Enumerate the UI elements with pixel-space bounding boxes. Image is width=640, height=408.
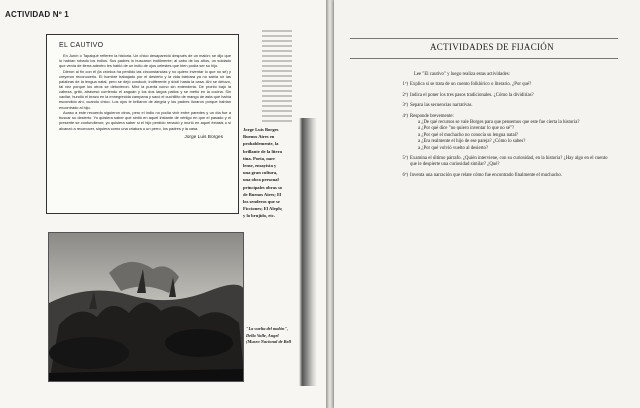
sub-question: a ¿Por qué el muchacho no conocía su lengua natal? (418, 132, 519, 138)
question-text: Explica si se trata de un cuento folklórico o literario. ¿Por qué? (410, 82, 532, 88)
story-paragraph: Dieron al fin con él (la crónica ha perdido las circunstancias y no quiero inventar lo que no sé) y creyeron reconocerlo. El hombre trabajado por el desierto y la vida bárbara ya no sabía oír las palabras de la lengua natal, pero se dejó conducir, indiferente y dócil hasta la casa. Ahí se detuvo, tal vez porque los otros se detuvieron. Miró la puerta como sin entenderla. De pronto bajó la cabeza, gritó, atravesó corriendo el zaguán y los dos largos patios y se metió en la cocina. Sin vacilar, hundió el brazo en la ennegrecida campana y sacó el cuchillito de mango de asta que había escondido ahí, cuando chico. Los ojos le brillaron de alegría y los padres lloraron porque habían encontrado al hijo. (59, 68, 231, 110)
bio-line: una gran cultura, (243, 170, 278, 176)
bio-line: tina. Poeta, narr (243, 155, 276, 161)
story-text (59, 53, 231, 131)
sub-question: a ¿Por qué volvió vuelto al desierto? (418, 145, 489, 151)
bio-line: de Buenos Aires; El (243, 191, 282, 197)
scan-shadow (262, 30, 292, 122)
question-number: 2º) (402, 92, 408, 98)
question-item (352, 82, 614, 88)
painting-caption (246, 326, 306, 346)
title-rule-bottom (350, 58, 618, 59)
story-paragraph: Acaso a este recuerdo siguieron otros, pero el indio no podía vivir entre paredes y un día fue a buscar su desierto. Yo quisiera saber qué sintió en aquel instante de vértigo en que el pasado y el presente se confundieron; yo quisiera saber si el hijo perdido renació y murió en aquel éxtasis o si alcanzó a reconocer, siquiera como una criatura o un perro, los padres y la casa. (59, 110, 231, 131)
caption-line: "La vuelta del malón", (246, 326, 288, 331)
activity-label: ACTIVIDAD Nº 1 (5, 10, 69, 19)
right-page (334, 0, 640, 408)
bio-line: lense, ensayista y (243, 163, 277, 169)
sub-question: a ¿Era realmente el hijo de ese pareja? ¿Cómo lo sabes? (418, 139, 526, 145)
book-gutter (326, 0, 334, 408)
story-box (46, 34, 239, 214)
question-item (352, 156, 614, 169)
question-number: 1º) (402, 82, 408, 88)
bio-line: Ficciones; El Aleph; (243, 206, 283, 212)
bio-line: y lo brujido, etc. (243, 213, 276, 219)
bio-line: los senderos que se (243, 199, 280, 205)
bio-line: Buenos Aires en (243, 134, 275, 140)
bio-line: Jorge Luis Borges (243, 127, 279, 132)
bio-line: principales obras so (243, 184, 283, 190)
scan-shadow (299, 118, 317, 386)
activities-body (352, 72, 614, 179)
bio-line: brillante de la litera (243, 148, 282, 154)
question-text: Examina el último párrafo. ¿Quién interviene, con su curiosidad, en la historia? ¿Hay algo en el cuento que le despierte una curiosidad similar? ¿Qué? (410, 156, 608, 168)
question-item (352, 103, 614, 109)
question-text: Indica el poner los tres pasos tradicionales. ¿Cómo la dividirías? (410, 92, 534, 98)
sub-question-list (352, 120, 614, 152)
activities-title: ACTIVIDADES DE FIJACIÓN (430, 42, 554, 52)
question-item (352, 93, 614, 99)
question-item (352, 173, 614, 179)
activities-intro: Lee "El cautivo" y luego realiza estas actividades: (414, 72, 510, 77)
question-text: Responde brevemente: (410, 113, 454, 119)
story-title: EL CAUTIVO (59, 42, 104, 49)
author-bio-column (243, 126, 303, 238)
question-number: 4º) (402, 113, 408, 119)
title-rule-top (350, 38, 618, 39)
sub-question: a ¿De qué recursos se vale Borges para que pensemos que este fue cierta la historia? (418, 120, 580, 126)
question-text: Separa las secuencias narrativas. (410, 103, 473, 109)
caption-line: Della Valle, Angel (246, 332, 279, 338)
question-number: 6º) (402, 172, 408, 178)
story-paragraph: En Junín o Tapalqué refieren la historia. Un chico desapareció después de un malón; se dijo que lo habían robado los indios. Sus padres lo buscaron inútilmente; al cabo de los años, un soldado que venía de tierra adentro les habló de un indio de ojos celestes que bien podía ser su hijo. (59, 53, 231, 69)
question-number: 3º) (402, 103, 408, 109)
question-text: Inventa una narración que relate cómo fue encontrado finalmente el muchacho. (410, 172, 562, 178)
question-number: 5º) (402, 156, 408, 162)
story-author: Jorge Luis Borges (184, 134, 223, 140)
bio-line: probablemente, la (243, 141, 279, 147)
sub-question: a ¿Por qué dice "no quiero inventar lo que no sé"? (418, 126, 515, 132)
painting-photo (48, 232, 244, 382)
bio-line: una obra personal (243, 177, 279, 183)
caption-line: (Museo Nacional de Bell (246, 339, 292, 344)
painting-image (49, 233, 244, 382)
